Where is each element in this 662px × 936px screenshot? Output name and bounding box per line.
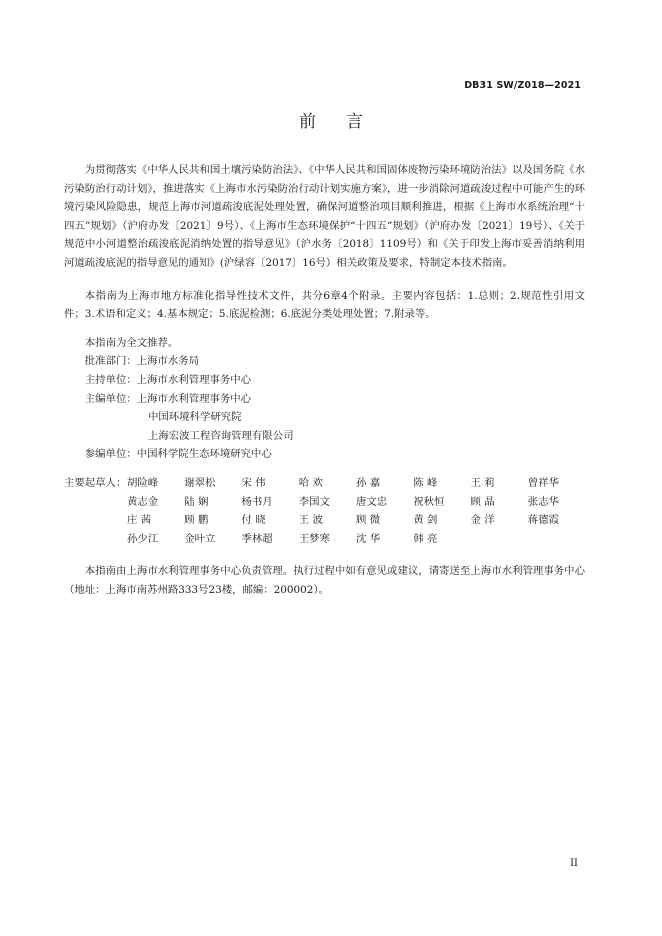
drafter-name: 蒋德霞 — [527, 514, 559, 527]
approval-department: 批准部门：上海市水务局 — [84, 355, 200, 368]
document-code: DB31 SW/Z018—2021 — [464, 80, 581, 91]
drafter-name: 付 晓 — [241, 514, 266, 527]
drafter-name: 杨书月 — [241, 495, 273, 508]
drafter-name: 王 莉 — [470, 476, 495, 489]
drafter-name: 黄 剑 — [413, 514, 438, 527]
drafter-name: 金叶立 — [184, 532, 216, 545]
drafter-name: 陈 峰 — [413, 476, 438, 489]
intro-paragraph: 为贯彻落实《中华人民共和国土壤污染防治法》、《中华人民共和国固体废物污染环境防治法》以及国务院《水污染防治行动计划》，推进落实《上海市水污染防治行动计划实施方案》，进一步消除河道疏浚过程中可能产生的环境污染风险隐患，规范上海市河道疏浚底泥处理处置，确保河道整治项目顺利推进，根据《上海市水系统治理“十四五”规划》（沪府办发〔2021〕9号）、《上海市生态环境保护“十四五”规划》（沪府办发〔2021〕19号）、《关于规范中小河道整治疏浚底泥消纳处置的指导意见》（沪水务〔2018〕1109号）和《关于印发上海市妥善消纳利用河道疏浚底泥的指导意见的通知》(沪绿容〔2017〕16号）相关政策及要求，特制定本技术指南。 — [64, 164, 585, 269]
drafter-name: 顾 鹏 — [184, 514, 209, 527]
drafters-list — [127, 474, 585, 548]
drafter-name: 陆 娴 — [184, 495, 209, 508]
drafter-name: 哈 欢 — [298, 476, 323, 489]
structure-paragraph: 本指南为上海市地方标准化指导性技术文件，共分6章4个附录。主要内容包括：1.总则；2.规范性引用文件；3.术语和定义；4.基本规定；5.底泥检测；6.底泥分类处理处置；7.附录等。 — [64, 289, 585, 321]
drafter-name: 庄 茜 — [127, 514, 152, 527]
drafter-name: 王 波 — [298, 514, 323, 527]
editor-unit-extra: 中国环境科学研究院 — [148, 411, 242, 424]
drafter-name: 孙 嘉 — [356, 476, 381, 489]
recommend-paragraph: 本指南为全文推荐。 — [84, 336, 179, 349]
drafter-name: 金 洋 — [470, 514, 495, 527]
participant-unit: 参编单位：中国科学院生态环境研究中心 — [84, 448, 272, 461]
management-paragraph: 本指南由上海市水利管理事务中心负责管理。执行过程中如有意见或建议，请寄送至上海市水利管理事务中心（地址：上海市南苏州路333号23楼，邮编：200002）。 — [64, 565, 585, 596]
drafter-name: 李国文 — [298, 495, 330, 508]
drafter-name: 王梦寒 — [298, 532, 330, 545]
editor-unit: 主编单位：上海市水利管理事务中心 — [84, 392, 252, 405]
drafter-name: 唐文忠 — [356, 495, 388, 508]
drafter-name: 季林超 — [241, 532, 273, 545]
drafter-name: 祝秋恒 — [413, 495, 445, 508]
drafter-name: 顾 微 — [356, 514, 381, 527]
drafters-block — [64, 474, 585, 548]
host-unit: 主持单位：上海市水利管理事务中心 — [84, 373, 252, 386]
foreword-body — [64, 161, 585, 599]
drafter-name: 谢翠松 — [184, 476, 216, 489]
page-title: 前言 — [299, 112, 393, 132]
drafters-label: 主要起草人： — [64, 476, 127, 489]
drafter-name: 顾 晶 — [470, 495, 495, 508]
editor-unit-extra: 上海宏波工程咨询管理有限公司 — [148, 429, 294, 442]
drafter-name: 沈 华 — [356, 532, 381, 545]
drafter-name: 孙少江 — [127, 532, 159, 545]
drafter-name: 胡险峰 — [127, 476, 159, 489]
drafter-name: 张志华 — [527, 495, 559, 508]
drafter-name: 宋 伟 — [241, 476, 266, 489]
drafter-name: 黄志金 — [127, 495, 159, 508]
drafter-name: 曾祥华 — [527, 476, 559, 489]
drafter-name: 韩 亮 — [413, 532, 438, 545]
page-number: II — [570, 858, 578, 869]
